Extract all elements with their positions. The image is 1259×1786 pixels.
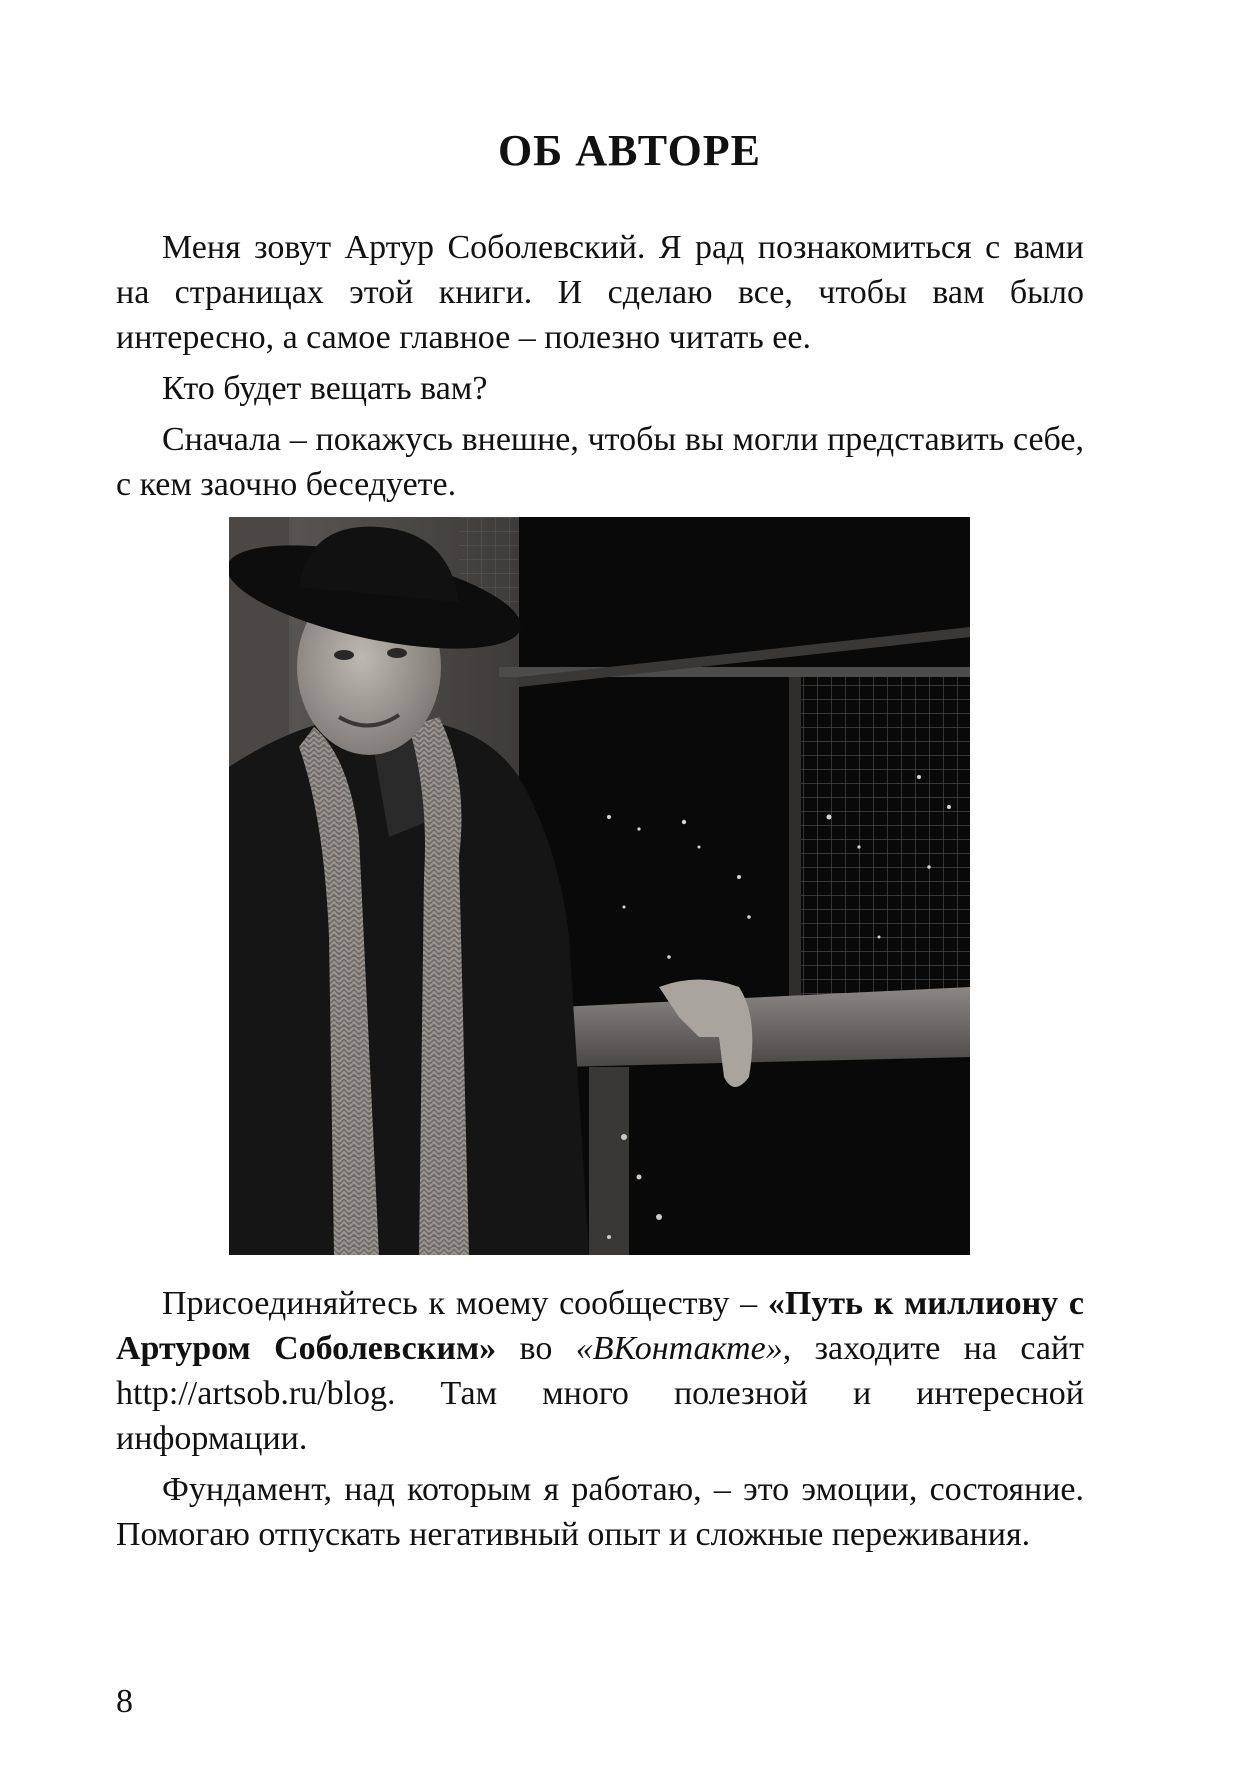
community-tail: , заходите на сайт http://artsob.ru/blog. Там много полезной и интересной информации. (116, 1330, 1084, 1457)
page-title: ОБ АВТОРЕ (497, 126, 762, 175)
author-photo (229, 517, 970, 1255)
community-mid: во (496, 1330, 576, 1367)
intro-text (116, 225, 1084, 507)
intro-paragraph-1: Меня зовут Артур Соболевский. Я рад познакомиться с вами на страницах этой книги. И сделаю все, чтобы вам было интересно, а самое главное – полезно читать ее. (116, 229, 1084, 356)
community-lead: Присоединяйтесь к моему сообществу – (162, 1285, 768, 1322)
page-number: 8 (116, 1683, 133, 1720)
community-text (116, 1281, 1084, 1557)
intro-paragraph-3: Сначала – покажусь внешне, чтобы вы могли представить себе, с кем заочно беседуете. (116, 421, 1084, 503)
community-name: «Путь к миллиону с Артуром Соболевским» (116, 1285, 1085, 1367)
closing-paragraph: Фундамент, над которым я работаю, – это эмоции, состояние. Помогаю отпускать негативный опыт и сложные переживания. (116, 1471, 1084, 1553)
social-network-name: «ВКонтакте» (575, 1330, 783, 1367)
community-paragraph (116, 1281, 1084, 1461)
intro-paragraph-2: Кто будет вещать вам? (162, 370, 488, 407)
